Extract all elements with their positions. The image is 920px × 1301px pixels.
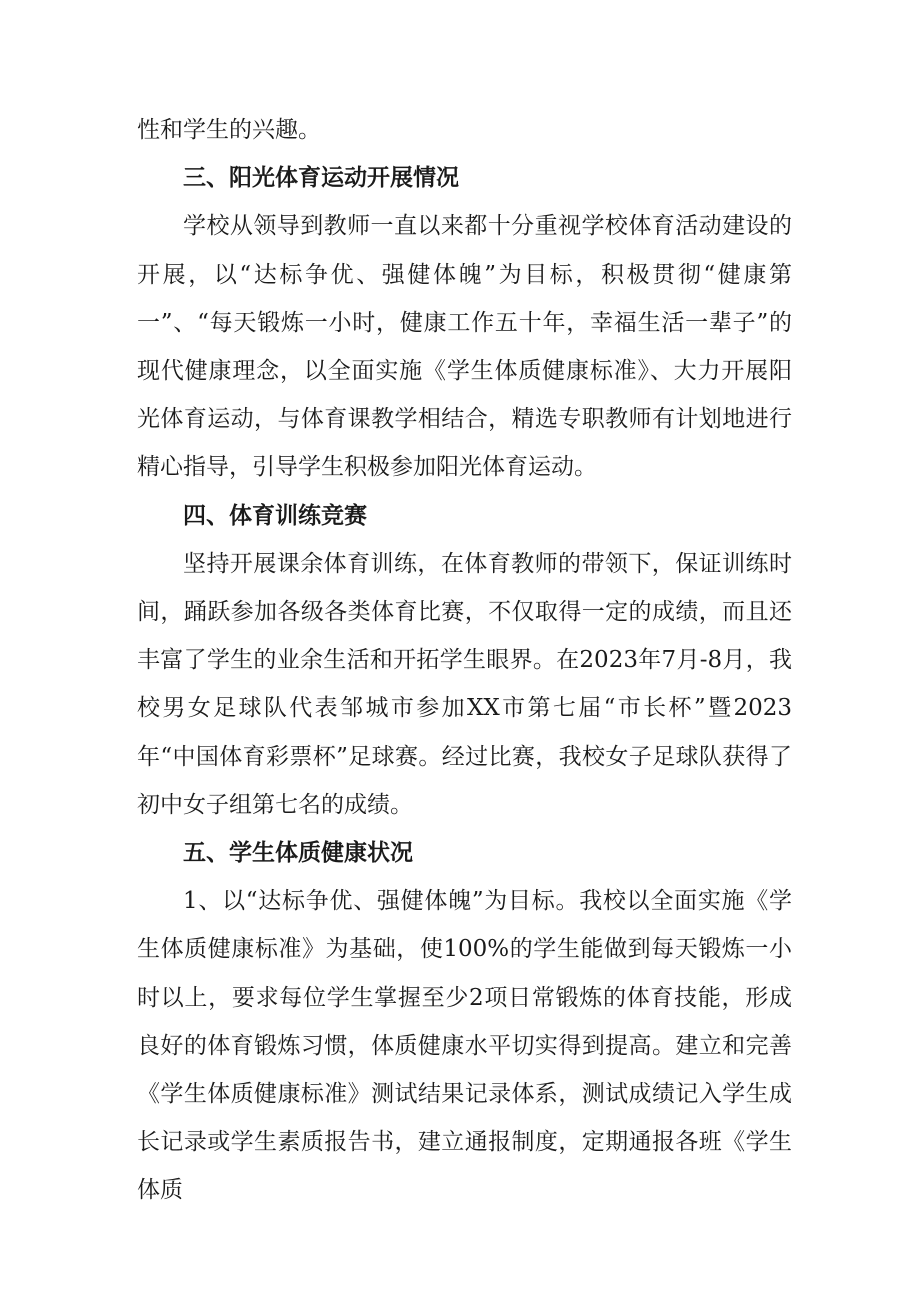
section-4-paragraph: 坚持开展课余体育训练，在体育教师的带领下，保证训练时间，踊跃参加各级各类体育比赛，不仅取得一定的成绩，而且还丰富了学生的业余生活和开拓学生眼界。在2023年7月-8月，我校男女足球队代表邹城市参加XX市第七届“市长杯”暨2023年“中国体育彩票杯”足球赛。经过比赛，我校女子足球队获得了初中女子组第七名的成绩。 xyxy=(137,550,792,818)
section-3-heading: 三、阳光体育运动开展情况 xyxy=(183,165,459,192)
document-body xyxy=(137,106,792,1215)
section-5-paragraph: 1、以“达标争优、强健体魄”为目标。我校以全面实施《学生体质健康标准》为基础，使100%的学生能做到每天锻炼一小时以上，要求每位学生掌握至少2项日常锻炼的体育技能，形成良好的体育锻炼习惯，体质健康水平切实得到提高。建立和完善《学生体质健康标准》测试结果记录体系，测试成绩记入学生成长记录或学生素质报告书，建立通报制度，定期通报各班《学生体质 xyxy=(137,888,792,1204)
section-4-heading: 四、体育训练竞赛 xyxy=(183,502,367,529)
section-5-heading: 五、学生体质健康状况 xyxy=(183,840,413,867)
intro-tail-paragraph: 性和学生的兴趣。 xyxy=(137,117,321,143)
section-3-paragraph: 学校从领导到教师一直以来都十分重视学校体育活动建设的开展，以“达标争优、强健体魄”为目标，积极贯彻“健康第一”、“每天锻炼一小时，健康工作五十年，幸福生活一辈子”的现代健康理念，以全面实施《学生体质健康标准》、大力开展阳光体育运动，与体育课教学相结合，精选专职教师有计划地进行精心指导，引导学生积极参加阳光体育运动。 xyxy=(137,213,792,481)
